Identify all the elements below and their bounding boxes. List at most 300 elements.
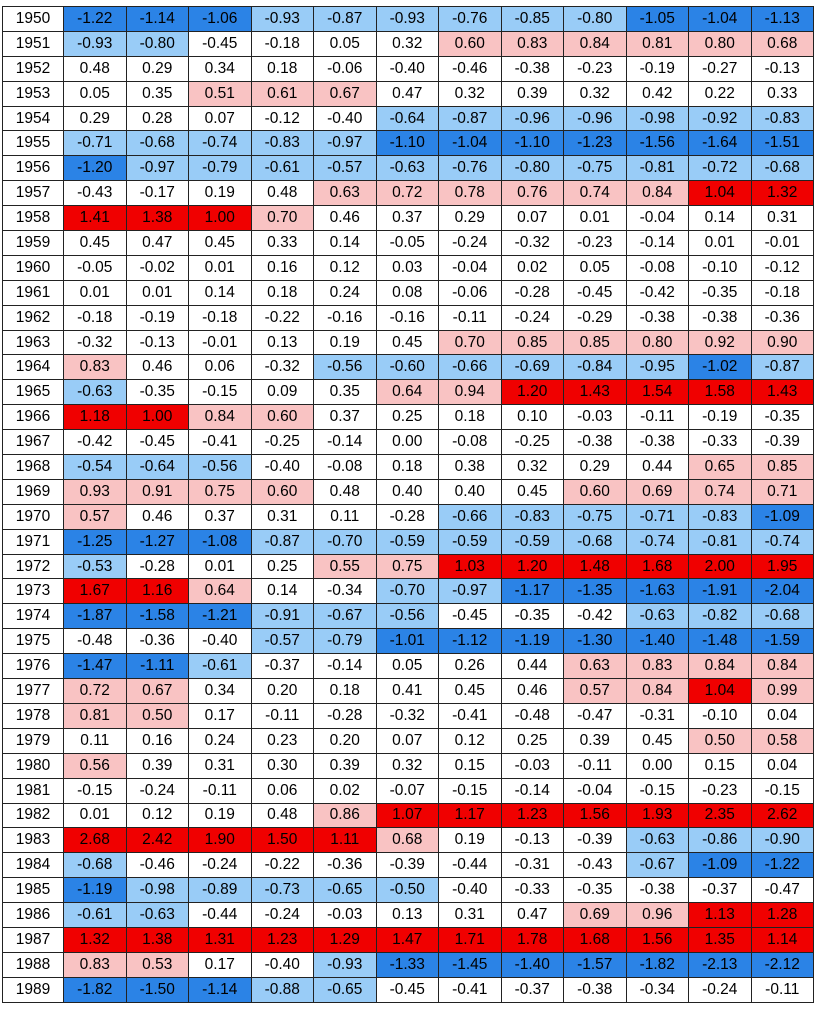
- value-cell: -0.70: [314, 529, 377, 554]
- value-cell: -0.68: [64, 853, 127, 878]
- value-cell: 1.43: [564, 380, 627, 405]
- year-cell: 1978: [3, 703, 64, 728]
- value-cell: -0.17: [126, 181, 189, 206]
- value-cell: -0.68: [751, 604, 814, 629]
- value-cell: -0.84: [564, 355, 627, 380]
- value-cell: 0.14: [189, 280, 252, 305]
- value-cell: -0.32: [501, 231, 564, 256]
- value-cell: -0.11: [626, 405, 689, 430]
- value-cell: -0.97: [126, 156, 189, 181]
- value-cell: 0.24: [314, 280, 377, 305]
- value-cell: -0.22: [251, 853, 314, 878]
- value-cell: -1.48: [689, 629, 752, 654]
- value-cell: 0.06: [189, 355, 252, 380]
- year-cell: 1986: [3, 903, 64, 928]
- value-cell: 0.80: [626, 330, 689, 355]
- year-cell: 1975: [3, 629, 64, 654]
- value-cell: -0.56: [376, 604, 439, 629]
- value-cell: -0.19: [689, 405, 752, 430]
- table-row: [3, 305, 814, 330]
- year-cell: 1979: [3, 728, 64, 753]
- value-cell: -0.11: [189, 778, 252, 803]
- value-cell: -0.11: [251, 703, 314, 728]
- value-cell: -0.36: [126, 629, 189, 654]
- value-cell: -0.16: [376, 305, 439, 330]
- value-cell: -1.45: [439, 952, 502, 977]
- value-cell: -0.54: [64, 455, 127, 480]
- value-cell: -0.69: [501, 355, 564, 380]
- value-cell: -0.40: [251, 455, 314, 480]
- value-cell: 0.47: [376, 81, 439, 106]
- value-cell: 0.17: [189, 952, 252, 977]
- value-cell: 1.78: [501, 927, 564, 952]
- value-cell: -0.45: [564, 280, 627, 305]
- table-row: [3, 529, 814, 554]
- value-cell: -0.79: [189, 156, 252, 181]
- value-cell: -0.27: [689, 56, 752, 81]
- value-cell: 0.22: [689, 81, 752, 106]
- value-cell: -0.37: [689, 878, 752, 903]
- value-cell: 0.65: [689, 455, 752, 480]
- value-cell: -0.37: [251, 654, 314, 679]
- table-row: [3, 330, 814, 355]
- value-cell: 0.57: [64, 504, 127, 529]
- value-cell: -0.92: [689, 106, 752, 131]
- value-cell: 0.01: [189, 255, 252, 280]
- value-cell: -0.32: [64, 330, 127, 355]
- value-cell: 0.85: [501, 330, 564, 355]
- value-cell: 0.83: [64, 355, 127, 380]
- value-cell: 0.03: [376, 255, 439, 280]
- value-cell: 0.19: [314, 330, 377, 355]
- value-cell: -0.64: [126, 455, 189, 480]
- value-cell: -0.61: [251, 156, 314, 181]
- value-cell: 0.26: [439, 654, 502, 679]
- value-cell: -1.22: [751, 853, 814, 878]
- value-cell: -0.39: [751, 430, 814, 455]
- value-cell: 0.31: [251, 504, 314, 529]
- value-cell: 0.01: [189, 554, 252, 579]
- value-cell: -0.24: [189, 853, 252, 878]
- value-cell: -1.12: [439, 629, 502, 654]
- value-cell: -0.34: [626, 977, 689, 1002]
- value-cell: -0.35: [751, 405, 814, 430]
- value-cell: 0.81: [626, 31, 689, 56]
- value-cell: 1.38: [126, 927, 189, 952]
- table-row: [3, 7, 814, 32]
- value-cell: 1.23: [501, 803, 564, 828]
- value-cell: -1.27: [126, 529, 189, 554]
- year-cell: 1951: [3, 31, 64, 56]
- value-cell: -1.17: [501, 579, 564, 604]
- value-cell: -0.76: [439, 156, 502, 181]
- value-cell: 0.63: [564, 654, 627, 679]
- value-cell: 0.45: [376, 330, 439, 355]
- value-cell: 0.07: [376, 728, 439, 753]
- year-cell: 1980: [3, 753, 64, 778]
- value-cell: 0.94: [439, 380, 502, 405]
- table-row: [3, 878, 814, 903]
- value-cell: 0.57: [564, 679, 627, 704]
- value-cell: 0.84: [689, 654, 752, 679]
- value-cell: -0.71: [64, 131, 127, 156]
- year-cell: 1973: [3, 579, 64, 604]
- value-cell: -0.67: [626, 853, 689, 878]
- value-cell: 0.46: [501, 679, 564, 704]
- value-cell: 0.80: [689, 31, 752, 56]
- table-row: [3, 255, 814, 280]
- value-cell: 0.32: [501, 455, 564, 480]
- value-cell: -0.46: [439, 56, 502, 81]
- value-cell: 0.33: [251, 231, 314, 256]
- value-cell: -0.31: [626, 703, 689, 728]
- value-cell: -0.91: [251, 604, 314, 629]
- value-cell: 0.76: [501, 181, 564, 206]
- value-cell: -0.38: [689, 305, 752, 330]
- value-cell: 0.71: [751, 479, 814, 504]
- value-cell: -0.18: [64, 305, 127, 330]
- year-cell: 1974: [3, 604, 64, 629]
- value-cell: -0.08: [314, 455, 377, 480]
- value-cell: -0.01: [189, 330, 252, 355]
- value-cell: 2.62: [751, 803, 814, 828]
- value-cell: 0.91: [126, 479, 189, 504]
- value-cell: -0.05: [376, 231, 439, 256]
- table-row: [3, 56, 814, 81]
- value-cell: -0.46: [126, 853, 189, 878]
- value-cell: 0.84: [189, 405, 252, 430]
- value-cell: 0.50: [126, 703, 189, 728]
- value-cell: 1.00: [126, 405, 189, 430]
- value-cell: 1.67: [64, 579, 127, 604]
- value-cell: 0.60: [251, 479, 314, 504]
- table-row: [3, 977, 814, 1002]
- value-cell: 0.48: [314, 479, 377, 504]
- year-cell: 1961: [3, 280, 64, 305]
- value-cell: -0.23: [564, 231, 627, 256]
- value-cell: -0.72: [689, 156, 752, 181]
- value-cell: 2.35: [689, 803, 752, 828]
- value-cell: 0.14: [314, 231, 377, 256]
- value-cell: -0.93: [64, 31, 127, 56]
- value-cell: 2.68: [64, 828, 127, 853]
- value-cell: 1.32: [751, 181, 814, 206]
- value-cell: 0.00: [376, 430, 439, 455]
- value-cell: 0.18: [439, 405, 502, 430]
- value-cell: -1.64: [689, 131, 752, 156]
- value-cell: -0.61: [189, 654, 252, 679]
- table-row: [3, 31, 814, 56]
- value-cell: -0.13: [501, 828, 564, 853]
- value-cell: 0.46: [126, 355, 189, 380]
- value-cell: -0.45: [376, 977, 439, 1002]
- year-cell: 1958: [3, 206, 64, 231]
- year-cell: 1966: [3, 405, 64, 430]
- value-cell: -0.25: [251, 430, 314, 455]
- value-cell: -0.74: [626, 529, 689, 554]
- value-cell: 0.99: [751, 679, 814, 704]
- year-cell: 1950: [3, 7, 64, 32]
- value-cell: -0.74: [189, 131, 252, 156]
- value-cell: -0.81: [626, 156, 689, 181]
- value-cell: 0.01: [64, 803, 127, 828]
- value-cell: 0.39: [126, 753, 189, 778]
- value-cell: -2.13: [689, 952, 752, 977]
- value-cell: 1.11: [314, 828, 377, 853]
- value-cell: 1.50: [251, 828, 314, 853]
- value-cell: 1.41: [64, 206, 127, 231]
- value-cell: 0.05: [564, 255, 627, 280]
- value-cell: -0.65: [314, 878, 377, 903]
- value-cell: -0.36: [751, 305, 814, 330]
- table-row: [3, 728, 814, 753]
- value-cell: 0.40: [376, 479, 439, 504]
- value-cell: 0.18: [251, 280, 314, 305]
- table-row: [3, 280, 814, 305]
- value-cell: 0.40: [439, 479, 502, 504]
- value-cell: 1.68: [626, 554, 689, 579]
- value-cell: -1.57: [564, 952, 627, 977]
- value-cell: -1.13: [751, 7, 814, 32]
- year-cell: 1967: [3, 430, 64, 455]
- value-cell: 0.32: [439, 81, 502, 106]
- value-cell: 0.04: [751, 753, 814, 778]
- anomaly-table: [2, 6, 814, 1003]
- value-cell: -0.70: [376, 579, 439, 604]
- value-cell: 1.56: [626, 927, 689, 952]
- value-cell: -1.19: [501, 629, 564, 654]
- year-cell: 1955: [3, 131, 64, 156]
- value-cell: 0.31: [439, 903, 502, 928]
- value-cell: 0.58: [751, 728, 814, 753]
- value-cell: 0.64: [376, 380, 439, 405]
- value-cell: -2.12: [751, 952, 814, 977]
- value-cell: -0.89: [189, 878, 252, 903]
- table-row: [3, 479, 814, 504]
- value-cell: -0.56: [189, 455, 252, 480]
- value-cell: -0.97: [439, 579, 502, 604]
- value-cell: 0.86: [314, 803, 377, 828]
- value-cell: 0.70: [439, 330, 502, 355]
- value-cell: -0.14: [314, 654, 377, 679]
- value-cell: -1.08: [189, 529, 252, 554]
- value-cell: -0.39: [564, 828, 627, 853]
- value-cell: 1.17: [439, 803, 502, 828]
- value-cell: -2.04: [751, 579, 814, 604]
- value-cell: -1.19: [64, 878, 127, 903]
- value-cell: -0.35: [564, 878, 627, 903]
- value-cell: 1.58: [689, 380, 752, 405]
- value-cell: 0.48: [251, 181, 314, 206]
- table-row: [3, 753, 814, 778]
- value-cell: -1.20: [64, 156, 127, 181]
- value-cell: 1.95: [751, 554, 814, 579]
- value-cell: 0.35: [126, 81, 189, 106]
- table-row: [3, 629, 814, 654]
- value-cell: 0.42: [626, 81, 689, 106]
- value-cell: -0.48: [501, 703, 564, 728]
- value-cell: -0.07: [376, 778, 439, 803]
- value-cell: -0.11: [564, 753, 627, 778]
- year-cell: 1987: [3, 927, 64, 952]
- value-cell: -0.66: [439, 355, 502, 380]
- year-cell: 1970: [3, 504, 64, 529]
- value-cell: 1.54: [626, 380, 689, 405]
- value-cell: 0.81: [64, 703, 127, 728]
- value-cell: 0.32: [376, 753, 439, 778]
- value-cell: -0.88: [251, 977, 314, 1002]
- value-cell: 0.48: [251, 803, 314, 828]
- value-cell: -0.14: [501, 778, 564, 803]
- value-cell: -0.75: [564, 156, 627, 181]
- value-cell: -0.15: [751, 778, 814, 803]
- value-cell: 0.67: [314, 81, 377, 106]
- value-cell: -0.34: [314, 579, 377, 604]
- year-cell: 1959: [3, 231, 64, 256]
- table-row: [3, 654, 814, 679]
- value-cell: 1.23: [251, 927, 314, 952]
- value-cell: -0.93: [314, 952, 377, 977]
- value-cell: 0.24: [189, 728, 252, 753]
- value-cell: 0.93: [64, 479, 127, 504]
- value-cell: -0.13: [751, 56, 814, 81]
- value-cell: -0.33: [689, 430, 752, 455]
- value-cell: 1.20: [501, 554, 564, 579]
- value-cell: 1.47: [376, 927, 439, 952]
- value-cell: 0.12: [314, 255, 377, 280]
- year-cell: 1983: [3, 828, 64, 853]
- value-cell: 0.11: [64, 728, 127, 753]
- value-cell: -1.05: [626, 7, 689, 32]
- value-cell: 0.85: [564, 330, 627, 355]
- value-cell: 1.07: [376, 803, 439, 828]
- table-row: [3, 106, 814, 131]
- value-cell: -0.80: [564, 7, 627, 32]
- value-cell: -0.45: [439, 604, 502, 629]
- value-cell: -0.93: [376, 7, 439, 32]
- year-cell: 1988: [3, 952, 64, 977]
- value-cell: -0.47: [564, 703, 627, 728]
- value-cell: 0.20: [251, 679, 314, 704]
- value-cell: -0.73: [251, 878, 314, 903]
- value-cell: 1.48: [564, 554, 627, 579]
- value-cell: -0.06: [439, 280, 502, 305]
- value-cell: -1.09: [689, 853, 752, 878]
- value-cell: 0.47: [501, 903, 564, 928]
- value-cell: -0.61: [64, 903, 127, 928]
- value-cell: -0.03: [314, 903, 377, 928]
- value-cell: 1.43: [751, 380, 814, 405]
- value-cell: -0.60: [376, 355, 439, 380]
- value-cell: -0.15: [626, 778, 689, 803]
- value-cell: 1.28: [751, 903, 814, 928]
- value-cell: -1.91: [689, 579, 752, 604]
- value-cell: 0.17: [189, 703, 252, 728]
- value-cell: 0.29: [439, 206, 502, 231]
- value-cell: -0.19: [626, 56, 689, 81]
- value-cell: 1.16: [126, 579, 189, 604]
- year-cell: 1982: [3, 803, 64, 828]
- value-cell: -1.11: [126, 654, 189, 679]
- value-cell: 0.75: [189, 479, 252, 504]
- value-cell: 0.84: [626, 679, 689, 704]
- value-cell: 0.25: [501, 728, 564, 753]
- value-cell: -1.01: [376, 629, 439, 654]
- table-row: [3, 430, 814, 455]
- value-cell: 1.04: [689, 181, 752, 206]
- value-cell: 0.45: [626, 728, 689, 753]
- value-cell: 0.46: [314, 206, 377, 231]
- value-cell: 1.29: [314, 927, 377, 952]
- table-row: [3, 554, 814, 579]
- value-cell: -1.40: [501, 952, 564, 977]
- value-cell: -0.04: [626, 206, 689, 231]
- value-cell: -0.59: [501, 529, 564, 554]
- value-cell: 1.93: [626, 803, 689, 828]
- value-cell: -0.16: [314, 305, 377, 330]
- year-cell: 1971: [3, 529, 64, 554]
- value-cell: -0.44: [189, 903, 252, 928]
- value-cell: 0.96: [626, 903, 689, 928]
- value-cell: -1.22: [64, 7, 127, 32]
- value-cell: 0.18: [314, 679, 377, 704]
- value-cell: -0.65: [314, 977, 377, 1002]
- value-cell: -0.75: [564, 504, 627, 529]
- value-cell: 0.85: [751, 455, 814, 480]
- value-cell: -0.44: [439, 853, 502, 878]
- value-cell: -0.36: [314, 853, 377, 878]
- value-cell: 1.71: [439, 927, 502, 952]
- value-cell: -0.48: [64, 629, 127, 654]
- value-cell: -1.63: [626, 579, 689, 604]
- value-cell: 0.70: [251, 206, 314, 231]
- value-cell: 1.04: [689, 679, 752, 704]
- value-cell: 0.35: [314, 380, 377, 405]
- value-cell: 0.69: [564, 903, 627, 928]
- value-cell: -0.47: [751, 878, 814, 903]
- value-cell: -1.21: [189, 604, 252, 629]
- value-cell: 0.83: [64, 952, 127, 977]
- value-cell: 0.84: [751, 654, 814, 679]
- value-cell: -0.96: [564, 106, 627, 131]
- value-cell: -0.43: [64, 181, 127, 206]
- value-cell: 0.01: [126, 280, 189, 305]
- value-cell: 0.13: [251, 330, 314, 355]
- value-cell: -0.53: [64, 554, 127, 579]
- value-cell: -0.32: [376, 703, 439, 728]
- table-row: [3, 206, 814, 231]
- value-cell: 0.55: [314, 554, 377, 579]
- value-cell: 1.38: [126, 206, 189, 231]
- year-cell: 1964: [3, 355, 64, 380]
- value-cell: 0.39: [501, 81, 564, 106]
- value-cell: 0.12: [126, 803, 189, 828]
- value-cell: 0.19: [189, 181, 252, 206]
- year-cell: 1953: [3, 81, 64, 106]
- value-cell: -0.45: [126, 430, 189, 455]
- table-row: [3, 231, 814, 256]
- value-cell: -0.64: [376, 106, 439, 131]
- value-cell: 1.13: [689, 903, 752, 928]
- value-cell: -0.40: [376, 56, 439, 81]
- value-cell: 1.14: [751, 927, 814, 952]
- value-cell: -0.63: [626, 828, 689, 853]
- table-row: [3, 952, 814, 977]
- value-cell: 1.00: [189, 206, 252, 231]
- value-cell: -0.83: [689, 504, 752, 529]
- value-cell: 0.60: [251, 405, 314, 430]
- value-cell: 0.53: [126, 952, 189, 977]
